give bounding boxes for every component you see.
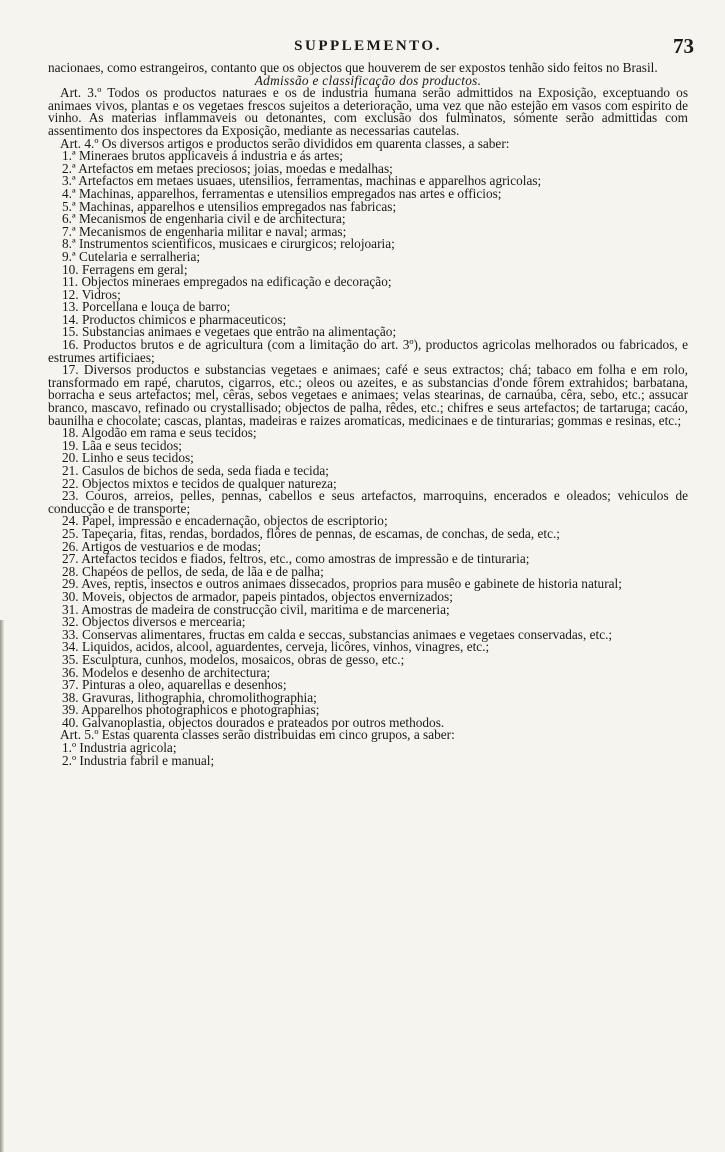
list-item: 38. Gravuras, lithographia, chromolithographia; <box>62 689 317 705</box>
groups-list <box>48 742 688 767</box>
list-item: 24. Papel, impressão e encadernação, objectos de escriptorio; <box>62 513 388 529</box>
list-item: 2.º Industria fabril e manual; <box>62 752 215 768</box>
list-item: 18. Algodão em rama e seus tecidos; <box>62 425 257 441</box>
list-item: 19. Lãa e seus tecidos; <box>62 437 183 453</box>
list-item: 21. Casulos de bichos de seda, seda fiada e tecida; <box>62 463 329 478</box>
list-item: 40. Galvanoplastia, objectos dourados e prateados por outros methodos. <box>62 714 445 730</box>
list-item: 28. Chapéos de pellos, de seda, de lãa e de palha; <box>62 563 324 579</box>
list-item: 16. Productos brutos e de agricultura (com a limitação do art. 3º), productos agricolas melhorados ou fabricados, e estrumes artificiaes; <box>48 337 688 365</box>
list-item: 25. Tapeçaria, fitas, rendas, bordados, flôres de pennas, de escamas, de conchas, de seda, etc.; <box>62 525 560 541</box>
list-item: 11. Objectos mineraes empregados na edificação e decoração; <box>62 274 392 290</box>
list-item: 6.ª Mecanismos de engenharia civil e de architectura; <box>62 211 346 227</box>
list-item: 3.ª Artefactos em metaes usuaes, utensilios, ferramentas, machinas e apparelhos agricolas; <box>62 173 542 189</box>
list-item: 37. Pinturas a oleo, aquarellas e desenhos; <box>62 677 287 693</box>
list-item: 17. Diversos productos e substancias vegetaes e animaes; café e seus extractos; chá; tabaco em folha e em rolo, transformado em rapé, charutos, cigarros, etc.; oleos ou azeites, e as substancias d'onde fôrem extrahidos; barbatana, borracha e seus artefactos; mel, cêras, sebos vegetaes e animaes; velas stearinas, de carnaúba, cêra, sebo, etc.; assucar branco, mascavo, refinado ou crystallisado; objectos de palha, rêdes, etc.; chifres e seus artefactos; de tartaruga; cacáo, baunilha e chocolate; cascas, plantas, madeiras e raizes aromaticas, medicinaes e de tinturarias; gommas e resinas, etc.; <box>48 362 688 428</box>
list-item: 14. Productos chimicos e pharmaceuticos; <box>62 311 287 327</box>
list-item: 39. Apparelhos photographicos e photographias; <box>62 702 320 718</box>
list-item: 5.ª Machinas, apparelhos e utensilios empregados nas fabricas; <box>62 198 397 214</box>
article-3: Art. 3.º Todos os productos naturaes e os de industria humana serão admittidos na Exposição, exceptuando os animaes vivos, plantas e os vegetaes frescos sujeitos a deterioração, uma vez que não estejão em vasos com espirito de vinho. As materias inflammaveis ou detonantes, com exclusão dos fulminatos, sómente serão admittidas com assentimento dos inspectores da Exposição, mediante as necessarias cautelas. <box>48 85 688 138</box>
page-header <box>48 34 694 62</box>
list-item: 13. Porcellana e louça de barro; <box>62 299 231 315</box>
page-number: 73 <box>673 34 694 58</box>
list-item: 26. Artigos de vestuarios e de modas; <box>62 538 262 554</box>
list-item: 20. Linho e seus tecidos; <box>62 450 194 466</box>
list-item: 34. Liquidos, acidos, alcool, aguardentes, cerveja, licôres, vinhos, vinagres, etc.; <box>62 639 490 655</box>
list-item: 7.ª Mecanismos de engenharia militar e naval; armas; <box>62 223 347 239</box>
article-4-intro: Art. 4.º Os diversos artigos e productos serão divididos em quarenta classes, a saber: <box>60 135 510 151</box>
list-item: 29. Aves, reptis, insectos e outros animaes dissecados, proprios para musêo e gabinete de historia natural; <box>62 576 622 592</box>
list-item: 15. Substancias animaes e vegetaes que entrão na alimentação; <box>62 324 397 340</box>
list-item: 10. Ferragens em geral; <box>62 261 188 277</box>
list-item: 8.ª Instrumentos scientificos, musicaes e cirurgicos; relojoaria; <box>62 236 395 252</box>
document-page <box>48 34 694 768</box>
article-5-intro: Art. 5.º Estas quarenta classes serão distribuidas em cinco grupos, a saber: <box>60 727 455 743</box>
list-item: 1.º Industria agricola; <box>62 740 177 756</box>
list-item: 31. Amostras de madeira de construcção civil, maritima e de marceneria; <box>62 601 450 617</box>
list-item: 4.ª Machinas, apparelhos, ferramentas e utensilios empregados nas artes e officios; <box>62 185 502 201</box>
running-head: SUPPLEMENTO. <box>294 38 442 54</box>
list-item: 32. Objectos diversos e mercearia; <box>62 614 246 630</box>
classes-list <box>48 150 688 729</box>
list-item: 22. Objectos mixtos e tecidos de qualquer natureza; <box>62 475 337 491</box>
list-item: 9.ª Cutelaria e serralheria; <box>62 248 201 264</box>
list-item: 2.ª Artefactos em metaes preciosos; joias, moedas e medalhas; <box>62 160 393 176</box>
list-item: 33. Conservas alimentares, fructas em calda e seccas, substancias animaes e vegetaes conservadas, etc.; <box>62 626 613 642</box>
list-item: 36. Modelos e desenho de architectura; <box>62 664 271 680</box>
list-item: 1.ª Mineraes brutos applicaveis á industria e ás artes; <box>62 148 343 164</box>
list-item: 27. Artefactos tecidos e fiados, feltros, etc., como amostras de impressão e de tinturaria; <box>62 551 530 567</box>
list-item: 12. Vidros; <box>62 286 121 302</box>
list-item: 30. Moveis, objectos de armador, papeis pintados, objectos envernizados; <box>62 588 453 604</box>
section-heading: Admissão e classificação dos productos. <box>254 72 482 88</box>
body-text <box>48 62 688 767</box>
list-item: 35. Esculptura, cunhos, modelos, mosaicos, obras de gesso, etc.; <box>62 651 405 667</box>
page-edge-shadow <box>0 620 4 1152</box>
opening-paragraph: nacionaes, como estrangeiros, contanto que os objectos que houverem de ser expostos tenhão sido feitos no Brasil. <box>48 60 658 75</box>
list-item: 23. Couros, arreios, pelles, pennas, cabellos e seus artefactos, marroquins, encerados e oleados; vehiculos de conducção e de transporte; <box>48 488 688 516</box>
